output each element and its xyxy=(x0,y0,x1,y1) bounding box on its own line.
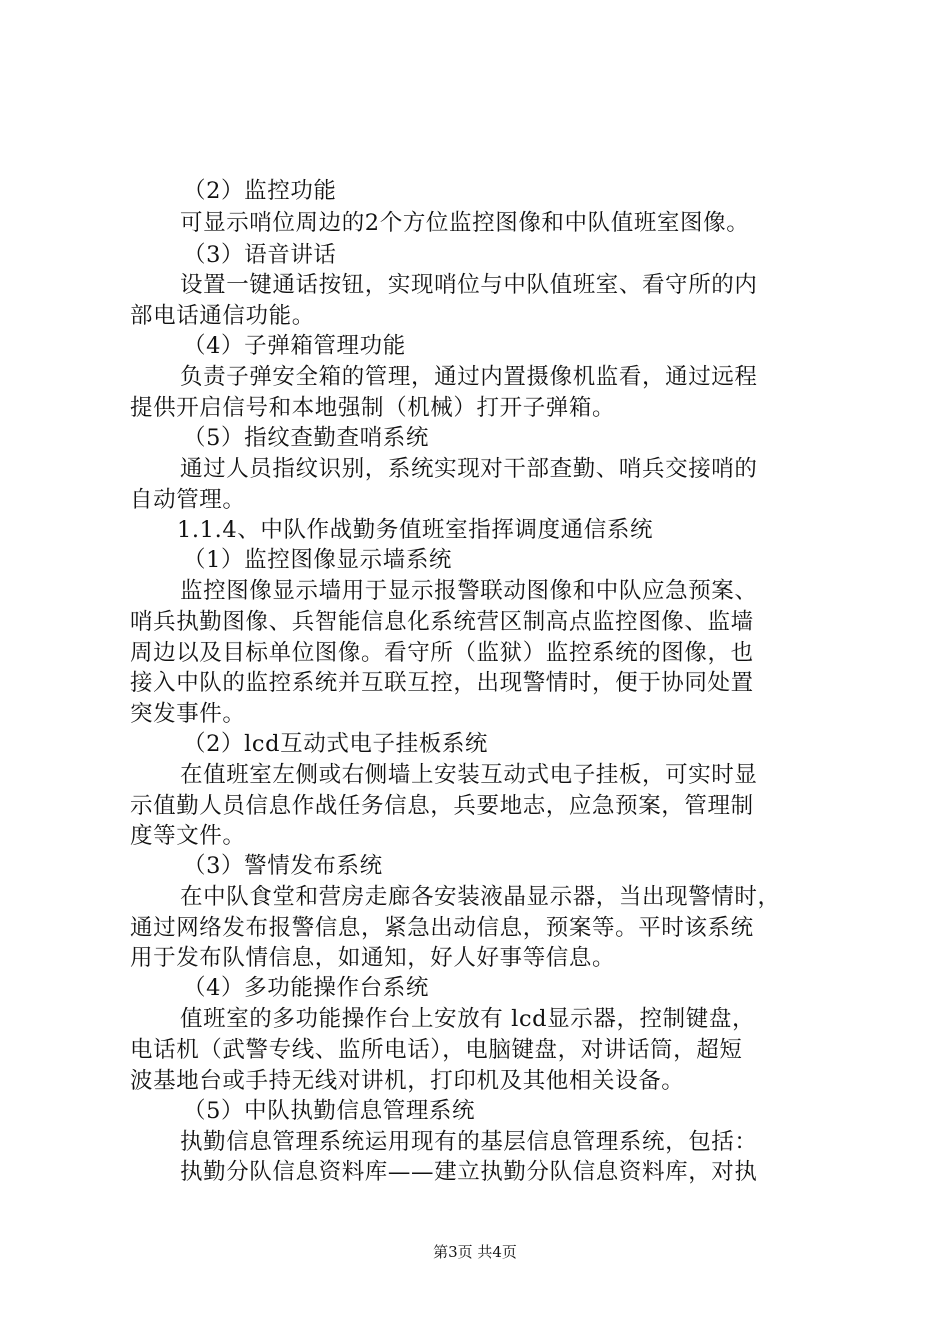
paragraph-line: 通过网络发布报警信息，紧急出动信息，预案等。平时该系统 xyxy=(130,915,754,941)
heading-monitoring-function: （2）监控功能 xyxy=(183,178,337,204)
paragraph-line: 自动管理。 xyxy=(130,487,246,513)
heading-ammo-box: （4）子弹箱管理功能 xyxy=(183,333,406,359)
heading-duty-info: （5）中队执勤信息管理系统 xyxy=(183,1098,476,1124)
heading-display-wall: （1）监控图像显示墙系统 xyxy=(183,547,453,573)
paragraph-line: 哨兵执勤图像、兵智能信息化系统营区制高点监控图像、监墙 xyxy=(130,609,754,635)
page-number-footer: 第3页 共4页 xyxy=(433,1243,517,1261)
paragraph-line: 执勤分队信息资料库——建立执勤分队信息资料库，对执 xyxy=(180,1159,758,1185)
heading-voice-talk: （3）语音讲话 xyxy=(183,242,337,268)
paragraph-line: 波基地台或手持无线对讲机，打印机及其他相关设备。 xyxy=(130,1068,685,1094)
paragraph-line: 周边以及目标单位图像。看守所（监狱）监控系统的图像，也 xyxy=(130,640,754,666)
heading-console: （4）多功能操作台系统 xyxy=(183,975,429,1001)
heading-fingerprint: （5）指纹查勤查哨系统 xyxy=(183,425,429,451)
paragraph-line: 通过人员指纹识别，系统实现对干部查勤、哨兵交接哨的 xyxy=(180,456,758,482)
paragraph-line: 可显示哨位周边的2个方位监控图像和中队值班室图像。 xyxy=(180,210,750,236)
heading-lcd-board: （2）lcd互动式电子挂板系统 xyxy=(183,731,489,757)
paragraph-line: 用于发布队情信息，如通知，好人好事等信息。 xyxy=(130,945,616,971)
paragraph-line: 突发事件。 xyxy=(130,701,246,727)
paragraph-line: 执勤信息管理系统运用现有的基层信息管理系统，包括： xyxy=(180,1129,758,1155)
paragraph-line: 在值班室左侧或右侧墙上安装互动式电子挂板，可实时显 xyxy=(180,762,758,788)
paragraph-line: 示值勤人员信息作战任务信息，兵要地志，应急预案，管理制 xyxy=(130,793,754,819)
paragraph-line: 监控图像显示墙用于显示报警联动图像和中队应急预案、 xyxy=(180,578,758,604)
paragraph-line: 提供开启信号和本地强制（机械）打开子弹箱。 xyxy=(130,395,616,421)
paragraph-line: 度等文件。 xyxy=(130,823,246,849)
paragraph-line: 设置一键通话按钮，实现哨位与中队值班室、看守所的内 xyxy=(180,272,758,298)
paragraph-line: 在中队食堂和营房走廊各安装液晶显示器，当出现警情时， xyxy=(180,884,781,910)
paragraph-line: 负责子弹安全箱的管理，通过内置摄像机监看，通过远程 xyxy=(180,364,758,390)
paragraph-line: 值班室的多功能操作台上安放有 lcd显示器，控制键盘， xyxy=(180,1006,756,1032)
heading-alert-release: （3）警情发布系统 xyxy=(183,853,383,879)
paragraph-line: 部电话通信功能。 xyxy=(130,303,315,329)
paragraph-line: 电话机（武警专线、监所电话），电脑键盘，对讲话筒，超短 xyxy=(130,1037,743,1063)
paragraph-line: 接入中队的监控系统并互联互控，出现警情时，便于协同处置 xyxy=(130,670,754,696)
section-heading-1-1-4: 1.1.4、中队作战勤务值班室指挥调度通信系统 xyxy=(177,517,654,543)
